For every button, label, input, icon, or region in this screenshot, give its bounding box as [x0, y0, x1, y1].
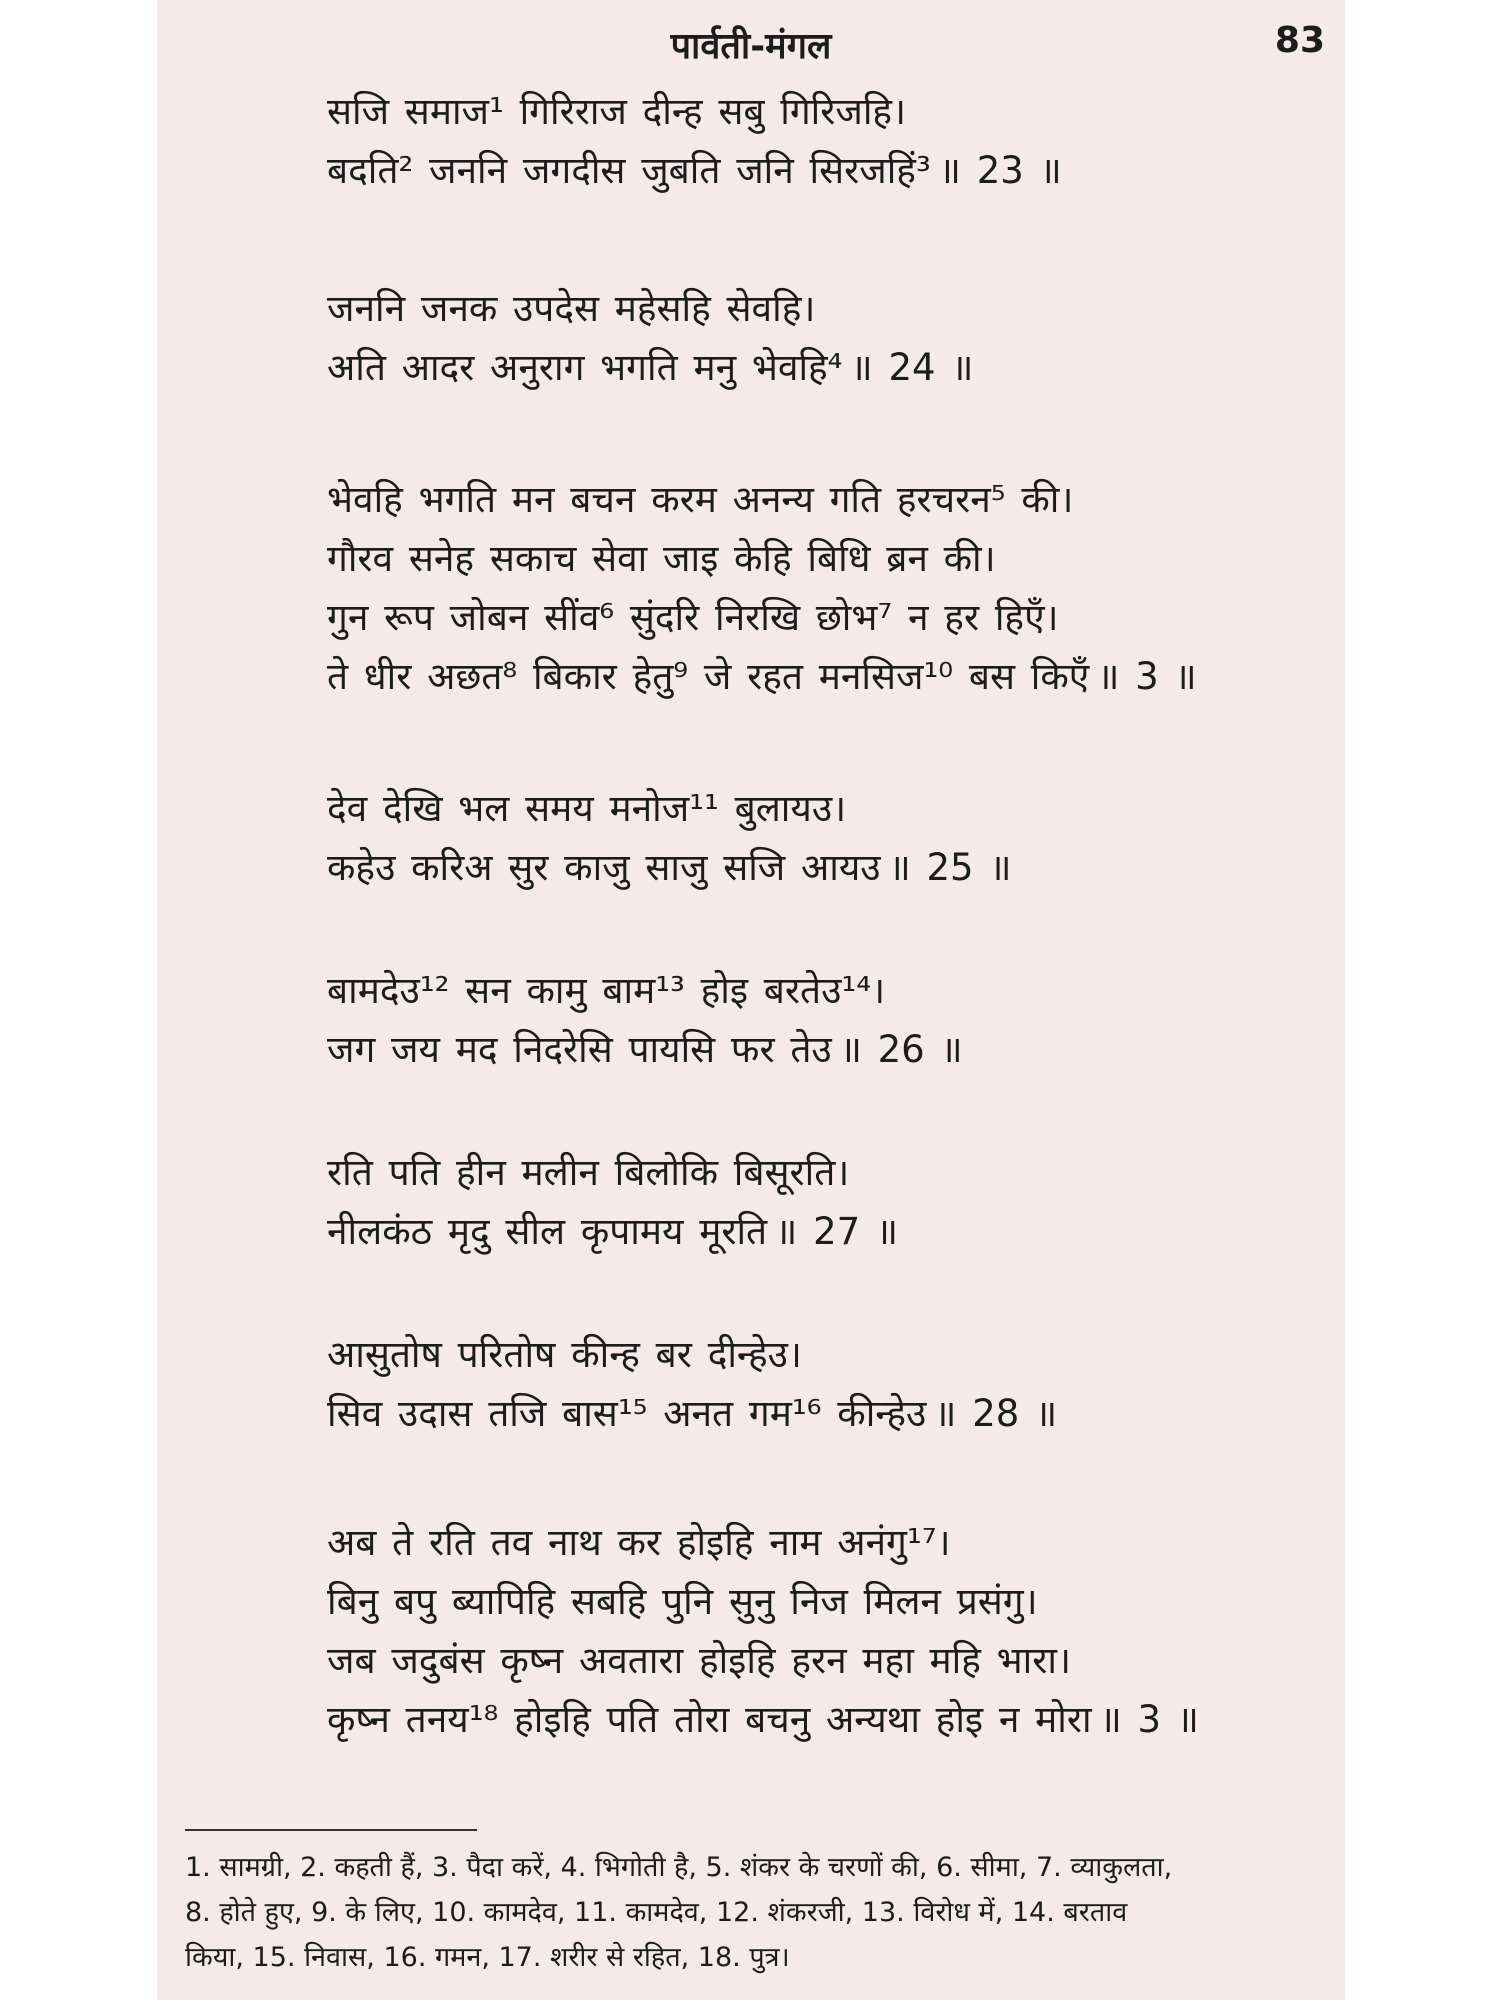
stanza-26	[327, 961, 963, 1079]
verse-line: आसुतोष परितोष कीन्ह बर दीन्हेउ।	[327, 1333, 802, 1376]
verse-line: गुन रूप जोबन सींव⁶ सुंदरि निरखि छोभ⁷ न हर हिएँ।	[327, 596, 1059, 639]
stanza-25	[327, 779, 1012, 897]
footnotes	[185, 1845, 1325, 1980]
verse-line: कहेउ करिअ सुर काजु साजु सजि आयउ ॥ 25 ॥	[327, 846, 1012, 889]
verse-number: ॥ 3 ॥	[1099, 1698, 1199, 1741]
verse-line: गौरव सनेह सकाच सेवा जाइ केहि बिधि ब्रन की।	[327, 537, 996, 580]
verse-line: सजि समाज¹ गिरिराज दीन्ह सबु गिरिजहि।	[327, 90, 907, 133]
footnote-divider	[185, 1829, 477, 1831]
verse-line: बदति² जननि जगदीस जुबति जनि सिरजहिं³ ॥ 23 ॥	[327, 149, 1062, 192]
verse-number: ॥ 26 ॥	[839, 1028, 963, 1071]
verse-line: नीलकंठ मृदु सील कृपामय मूरति ॥ 27 ॥	[327, 1210, 899, 1253]
verse-number: ॥ 24 ॥	[850, 346, 974, 389]
footnote-line: किया, 15. निवास, 16. गमन, 17. शरीर से रहित, 18. पुत्र।	[185, 1942, 790, 1973]
verse-number: ॥ 25 ॥	[888, 846, 1012, 889]
verse-number: ॥ 27 ॥	[775, 1210, 899, 1253]
verse-line: रति पति हीन मलीन बिलोकि बिसूरति।	[327, 1151, 850, 1194]
footnote-line: 8. होते हुए, 9. के लिए, 10. कामदेव, 11. कामदेव, 12. शंकरजी, 13. विरोध में, 14. बरताव	[185, 1897, 1128, 1928]
stanza-28	[327, 1325, 1057, 1443]
stanza-24	[327, 279, 973, 397]
verse-number: ॥ 28 ॥	[934, 1392, 1058, 1435]
footnote-line: 1. सामग्री, 2. कहती हैं, 3. पैदा करें, 4. भिगोती है, 5. शंकर के चरणों की, 6. सीमा, 7. व्याकुलता,	[185, 1852, 1173, 1883]
verse-line: जग जय मद निदरेसि पायसि फर तेउ ॥ 26 ॥	[327, 1028, 963, 1071]
chhand-3a	[327, 470, 1197, 706]
verse-line: अब ते रति तव नाथ कर होइहि नाम अनंगु¹⁷।	[327, 1521, 951, 1564]
verse-line: कृष्न तनय¹⁸ होइहि पति तोरा बचनु अन्यथा होइ न मोरा ॥ 3 ॥	[327, 1698, 1199, 1741]
verse-line: भेवहि भगति मन बचन करम अनन्य गति हरचरन⁵ की।	[327, 478, 1074, 521]
book-page	[157, 0, 1345, 2000]
page-header	[157, 8, 1345, 72]
verse-line: ते धीर अछत⁸ बिकार हेतु⁹ जे रहत मनसिज¹⁰ बस किएँ ॥ 3 ॥	[327, 655, 1197, 698]
verse-line: जब जदुबंस कृष्न अवतारा होइहि हरन महा महि भारा।	[327, 1639, 1071, 1682]
verse-line: सिव उदास तजि बास¹⁵ अनत गम¹⁶ कीन्हेउ ॥ 28 ॥	[327, 1392, 1058, 1435]
chhand-3b	[327, 1513, 1199, 1749]
verse-line: जननि जनक उपदेस महेसहि सेवहि।	[327, 287, 816, 330]
verse-number: ॥ 23 ॥	[938, 149, 1062, 192]
verse-line: देव देखि भल समय मनोज¹¹ बुलायउ।	[327, 787, 847, 830]
page-title: पार्वती-मंगल	[670, 26, 832, 67]
verse-line: बामदेउ¹² सन कामु बाम¹³ होइ बरतेउ¹⁴।	[327, 969, 886, 1012]
stanza-23	[327, 82, 1062, 200]
verse-line: बिनु बपु ब्यापिहि सबहि पुनि सुनु निज मिलन प्रसंगु।	[327, 1580, 1038, 1623]
verse-number: ॥ 3 ॥	[1097, 655, 1197, 698]
stanza-27	[327, 1143, 898, 1261]
page-number: 83	[1274, 20, 1325, 61]
verse-line: अति आदर अनुराग भगति मनु भेवहि⁴ ॥ 24 ॥	[327, 346, 974, 389]
